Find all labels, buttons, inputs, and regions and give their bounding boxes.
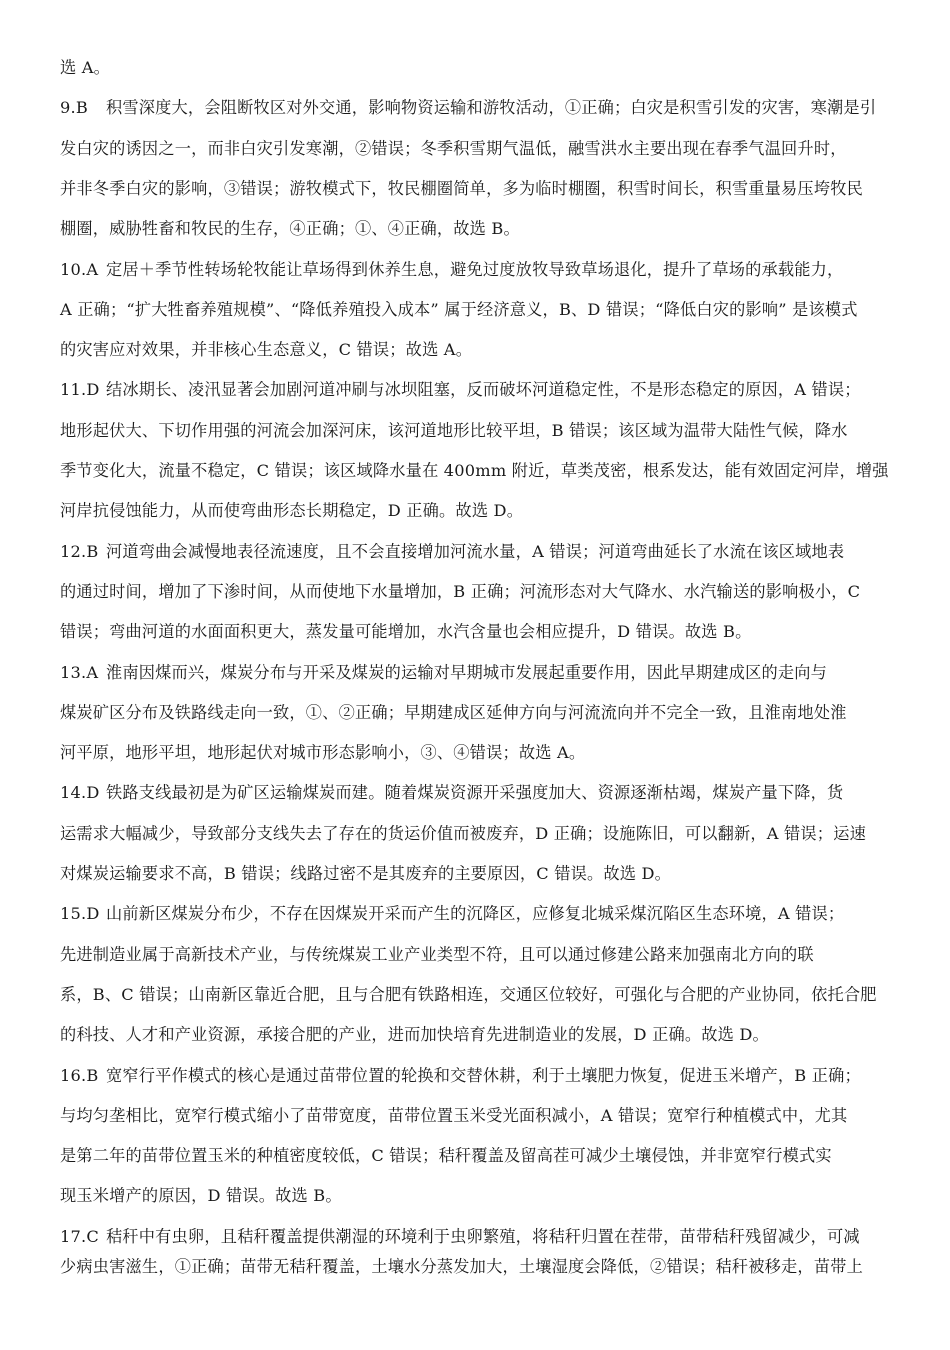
answer-line: [60, 459, 910, 483]
cutoff-line-container: [60, 1257, 910, 1282]
answer-line-start: [60, 661, 910, 685]
answer-text: 运需求大幅减少，导致部分支线失去了存在的货运价值而被废弃，D 正确；设施陈旧，可以翻新，A 错误；运速: [60, 824, 866, 843]
answer-line: [60, 56, 910, 80]
answer-line: [60, 983, 910, 1007]
answer-text: 宽窄行平作模式的核心是通过苗带位置的轮换和交替休耕，利于土壤肥力恢复，促进玉米增产，B 正确；: [106, 1066, 861, 1085]
answer-text: 发白灾的诱因之一，而非白灾引发寒潮，②错误；冬季积雪期气温低，融雪洪水主要出现在春季气温回升时，: [60, 139, 847, 158]
question-number: 9.B: [60, 98, 88, 117]
answer-line-start: [60, 96, 910, 120]
question-number: 17.C: [60, 1227, 99, 1246]
answer-text: 山前新区煤炭分布少，不存在因煤炭开采而产生的沉降区，应修复北城采煤沉陷区生态环境，A 错误；: [106, 904, 845, 923]
answer-line: [60, 701, 910, 725]
answer-line: [60, 862, 910, 886]
answer-line-start: [60, 1225, 910, 1249]
answer-text: 秸秆中有虫卵，且秸秆覆盖提供潮湿的环境利于虫卵繁殖，将秸秆归置在茬带，苗带秸秆残留减少，可减: [106, 1227, 860, 1246]
answer-text: 地形起伏大、下切作用强的河流会加深河床，该河道地形比较平坦，B 错误；该区域为温带大陆性气候，降水: [60, 421, 848, 440]
answer-text: 的科技、人才和产业资源，承接合肥的产业，进而加快培育先进制造业的发展，D 正确。故选 D。: [60, 1025, 769, 1044]
answer-text: 是第二年的苗带位置玉米的种植密度较低，C 错误；秸秆覆盖及留高茬可减少土壤侵蚀，并非宽窄行模式实: [60, 1146, 832, 1165]
answer-text: A 正确；“扩大牲畜养殖规模”、“降低养殖投入成本” 属于经济意义，B、D 错误；“降低白灾的影响” 是该模式: [60, 300, 858, 319]
answer-line: [60, 137, 910, 161]
question-number: 13.A: [60, 663, 99, 682]
answer-text: 河岸抗侵蚀能力，从而使弯曲形态长期稳定，D 正确。故选 D。: [60, 501, 524, 520]
answer-text: 选 A。: [60, 58, 111, 77]
question-number: 12.B: [60, 542, 99, 561]
answer-text: 并非冬季白灾的影响，③错误；游牧模式下，牧民棚圈简单，多为临时棚圈，积雪时间长，积雪重量易压垮牧民: [60, 179, 863, 198]
question-number: 14.D: [60, 783, 100, 802]
answer-text: 先进制造业属于高新技术产业，与传统煤炭工业产业类型不符，且可以通过修建公路来加强南北方向的联: [60, 945, 814, 964]
answer-line-start: [60, 1064, 910, 1088]
answer-text: 与均匀垄相比，宽窄行模式缩小了苗带宽度，苗带位置玉米受光面积减小，A 错误；宽窄行种植模式中，尤其: [60, 1106, 848, 1125]
answer-text: 煤炭矿区分布及铁路线走向一致，①、②正确；早期建成区延伸方向与河流流向并不完全一致，且淮南地处淮: [60, 703, 847, 722]
answer-line-start: [60, 378, 910, 402]
answer-line-start: [60, 540, 910, 564]
answer-text: 季节变化大，流量不稳定，C 错误；该区域降水量在 400mm 附近，草类茂密，根系发达，能有效固定河岸，增强: [60, 461, 889, 480]
answer-text: 定居＋季节性转场轮牧能让草场得到休养生息，避免过度放牧导致草场退化，提升了草场的承载能力，: [106, 260, 844, 279]
answer-text: 系，B、C 错误；山南新区靠近合肥，且与合肥有铁路相连，交通区位较好，可强化与合肥的产业协同，依托合肥: [60, 985, 877, 1004]
answer-text: 的灾害应对效果，并非核心生态意义，C 错误；故选 A。: [60, 340, 473, 359]
answer-line-start: [60, 781, 910, 805]
answer-line: [60, 580, 910, 604]
answer-line: [60, 1104, 910, 1128]
answer-line: [60, 822, 910, 846]
answer-line: [60, 741, 910, 765]
answer-text: 棚圈，威胁牲畜和牧民的生存，④正确；①、④正确，故选 B。: [60, 219, 520, 238]
answer-line: [60, 298, 910, 322]
answer-text: 淮南因煤而兴，煤炭分布与开采及煤炭的运输对早期城市发展起重要作用，因此早期建成区的走向与: [106, 663, 828, 682]
cutoff-line: 少病虫害滋生，①正确；苗带无秸秆覆盖，土壤水分蒸发加大，土壤湿度会降低，②错误；秸秆被移走，苗带上: [60, 1257, 863, 1276]
question-number: 10.A: [60, 260, 99, 279]
answer-line: [60, 943, 910, 967]
answer-line: [60, 419, 910, 443]
answer-line: [60, 1144, 910, 1168]
answer-line: [60, 620, 910, 644]
question-number: 15.D: [60, 904, 100, 923]
question-number: 16.B: [60, 1066, 99, 1085]
answer-line: [60, 217, 910, 241]
answer-text: 河道弯曲会减慢地表径流速度，且不会直接增加河流水量，A 错误；河道弯曲延长了水流在该区域地表: [106, 542, 845, 561]
answer-text: 铁路支线最初是为矿区运输煤炭而建。随着煤炭资源开采强度加大、资源逐渐枯竭，煤炭产量下降，货: [106, 783, 844, 802]
question-number: 11.D: [60, 380, 100, 399]
answer-text: 现玉米增产的原因，D 错误。故选 B。: [60, 1186, 342, 1205]
answer-text: 结冰期长、凌汛显著会加剧河道冲刷与冰坝阻塞，反而破坏河道稳定性，不是形态稳定的原因，A 错误；: [106, 380, 861, 399]
answer-line: [60, 1023, 910, 1047]
answer-text: 错误；弯曲河道的水面面积更大，蒸发量可能增加，水汽含量也会相应提升，D 错误。故选 B。: [60, 622, 752, 641]
answer-line-start: [60, 258, 910, 282]
answer-text: 对煤炭运输要求不高，B 错误；线路过密不是其废弃的主要原因，C 错误。故选 D。: [60, 864, 672, 883]
answer-line: [60, 499, 910, 523]
answer-text: 的通过时间，增加了下渗时间，从而使地下水量增加，B 正确；河流形态对大气降水、水汽输送的影响极小，C: [60, 582, 861, 601]
answer-text: 积雪深度大，会阻断牧区对外交通，影响物资运输和游牧活动，①正确；白灾是积雪引发的灾害，寒潮是引: [106, 98, 877, 117]
answer-text: 河平原，地形平坦，地形起伏对城市形态影响小，③、④错误；故选 A。: [60, 743, 586, 762]
answer-line: [60, 1184, 910, 1208]
answer-line: [60, 177, 910, 201]
answer-line-start: [60, 902, 910, 926]
answer-line: [60, 338, 910, 362]
